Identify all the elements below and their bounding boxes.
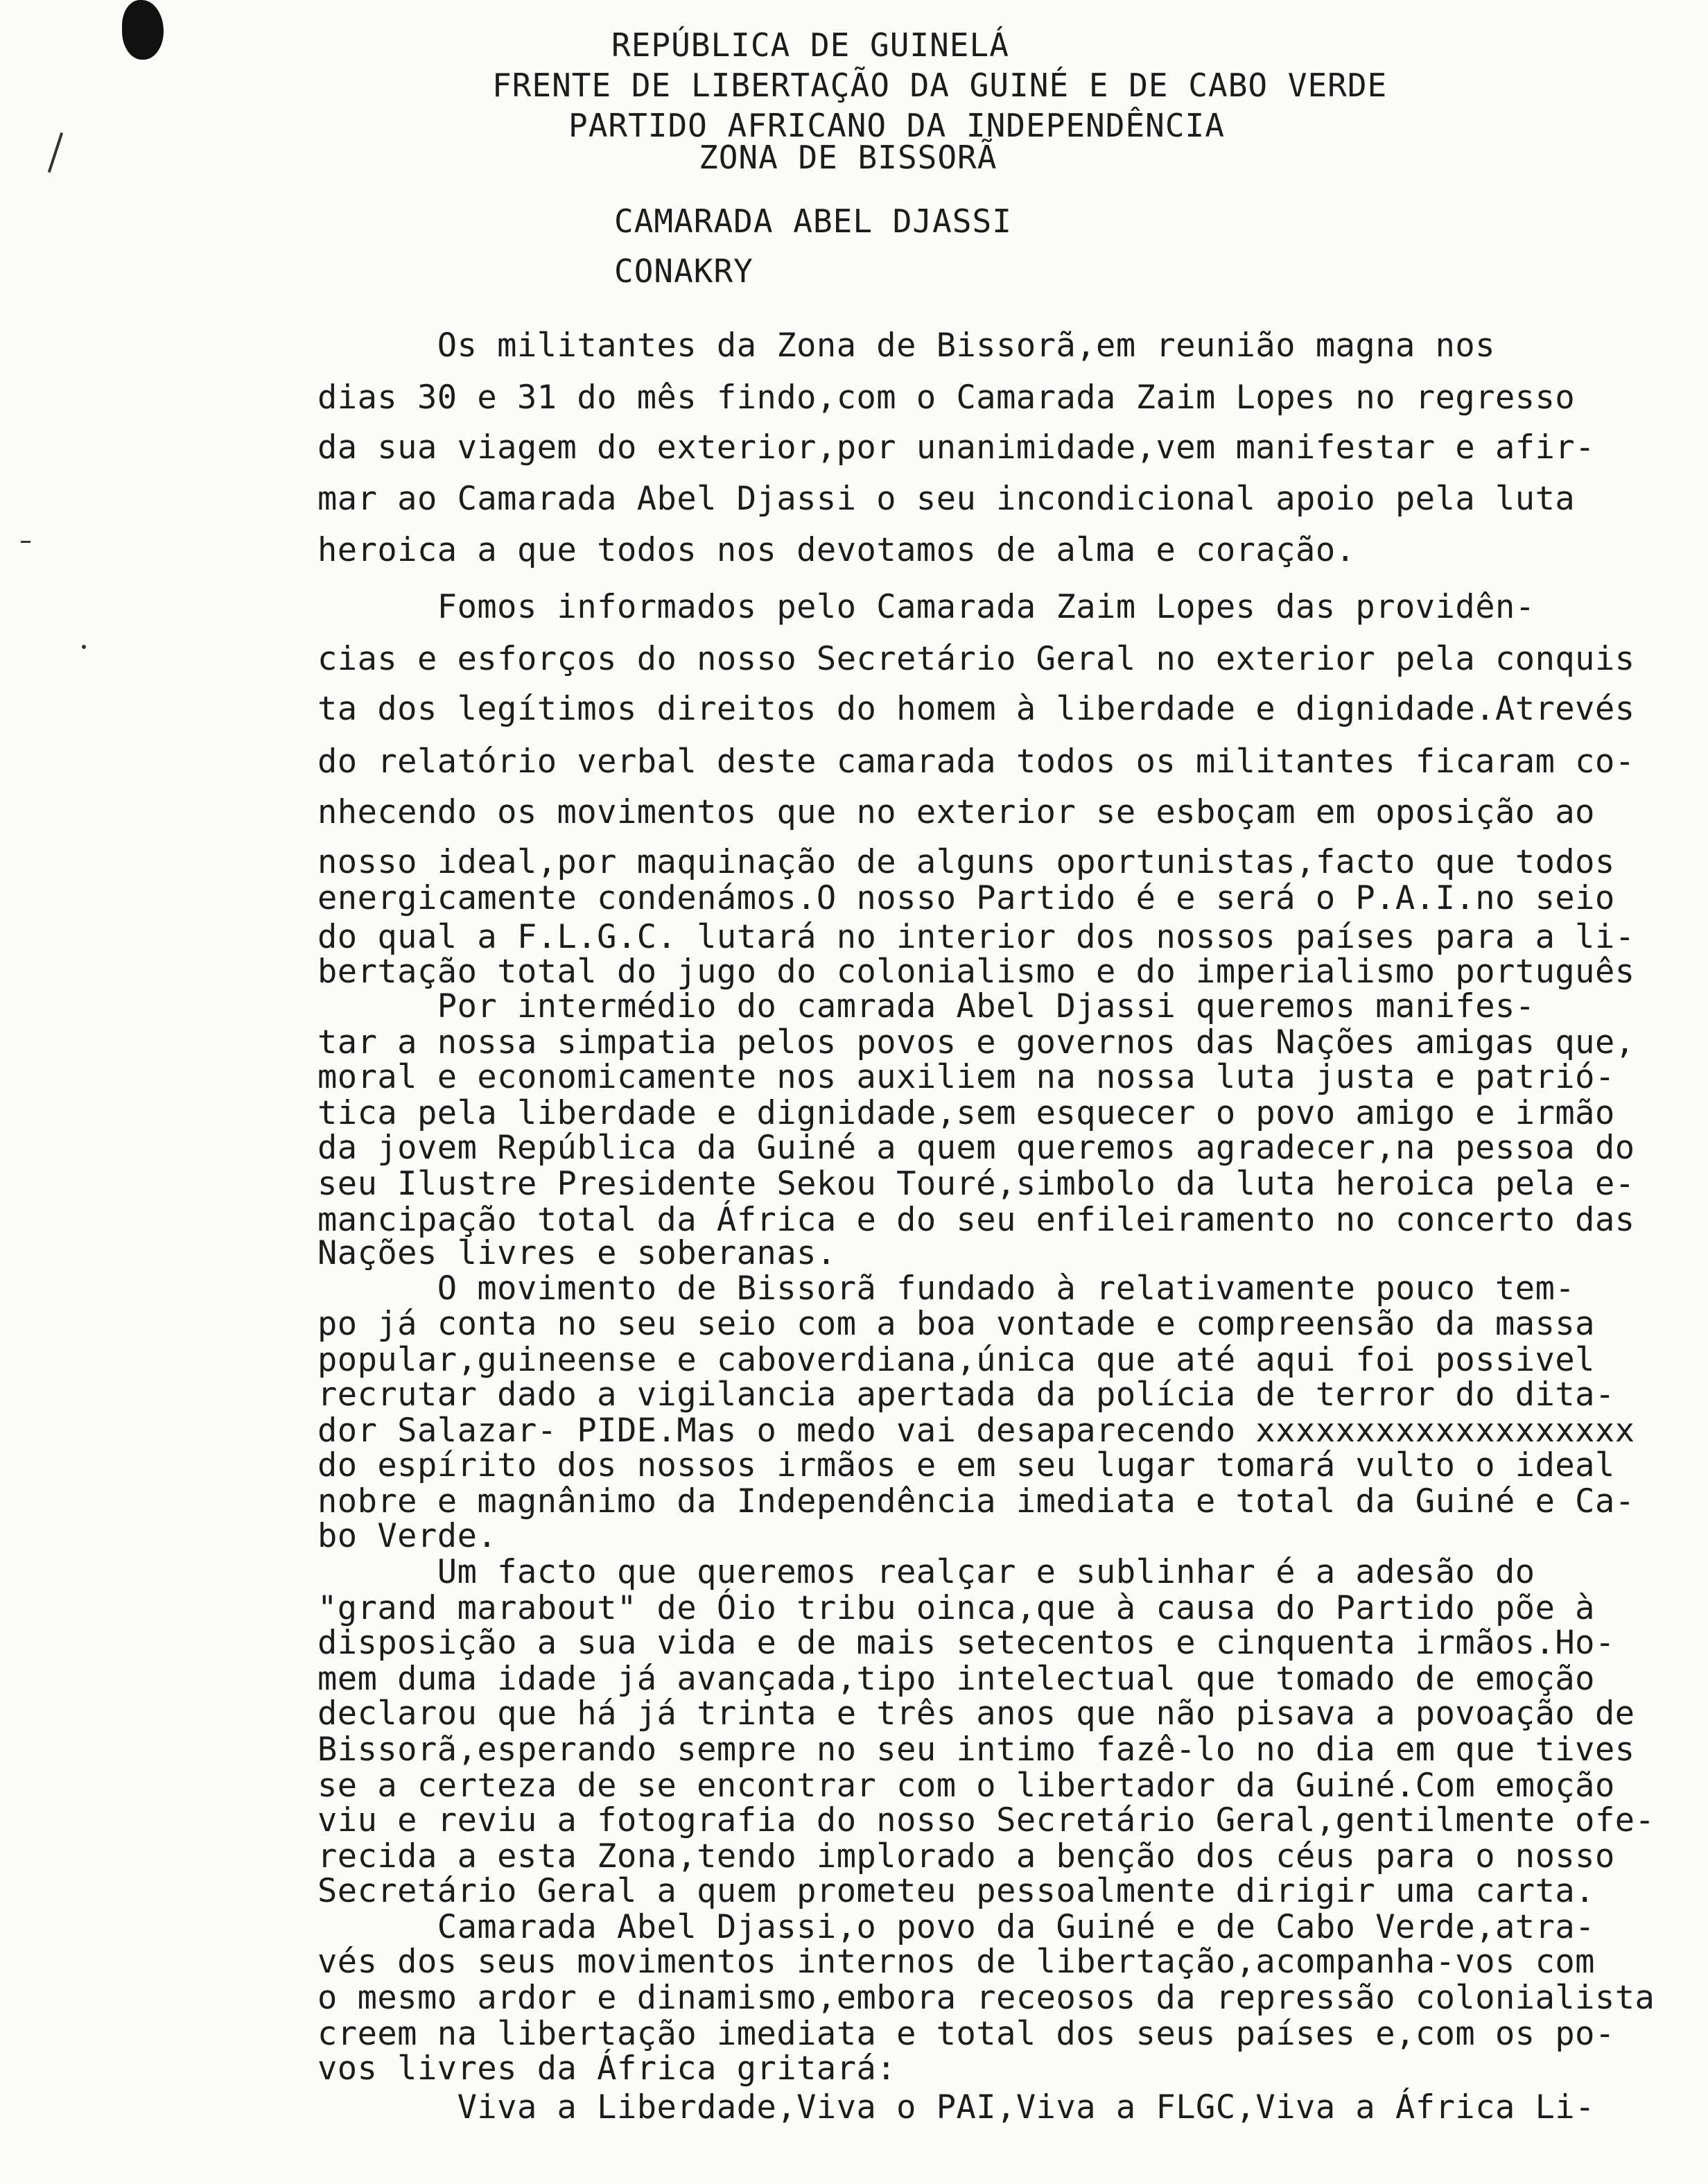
letter-line: Camarada Abel Djassi,o povo da Guiné e de Cabo Verde,atra-	[317, 1908, 1595, 1946]
letterhead-line-4: ZONA DE BISSORÃ	[699, 139, 997, 176]
letter-line: creem na libertação imediata e total dos seus países e,com os po-	[317, 2015, 1615, 2053]
letter-line: disposição a sua vida e de mais setecentos e cinquenta irmãos.Ho-	[317, 1624, 1615, 1662]
addressee-name: CAMARADA ABEL DJASSI	[614, 202, 1012, 240]
letter-line: mar ao Camarada Abel Djassi o seu incondicional apoio pela luta	[317, 480, 1576, 518]
letter-line: vés dos seus movimentos internos de libertação,acompanha-vos com	[317, 1943, 1595, 1981]
letter-line: tar a nossa simpatia pelos povos e governos das Nações amigas que,	[317, 1023, 1635, 1061]
letter-line: energicamente condenámos.O nosso Partido é e será o P.A.I.no seio	[317, 879, 1615, 917]
letter-line: Secretário Geral a quem prometeu pessoalmente dirigir uma carta.	[317, 1872, 1595, 1910]
letter-line: heroica a que todos nos devotamos de alma e coração.	[317, 531, 1356, 569]
margin-dot-mark	[21, 541, 31, 543]
letter-line: Nações livres e soberanas.	[317, 1234, 837, 1272]
addressee-city: CONAKRY	[614, 252, 753, 290]
letter-line: do espírito dos nossos irmãos e em seu lugar tomará vulto o ideal	[317, 1446, 1615, 1484]
letter-line: recrutar dado a vigilancia apertada da polícia de terror do dita-	[317, 1376, 1615, 1414]
letter-line: "grand marabout" de Óio tribu oinca,que à causa do Partido põe à	[317, 1589, 1595, 1627]
letter-line: tica pela liberdade e dignidade,sem esquecer o povo amigo e irmão	[317, 1094, 1615, 1132]
letter-line: Bissorã,esperando sempre no seu intimo fazê-lo no dia em que tives	[317, 1731, 1635, 1769]
letter-line: O movimento de Bissorã fundado à relativamente pouco tem-	[317, 1269, 1576, 1308]
letter-line: da jovem República da Guiné a quem queremos agradecer,na pessoa do	[317, 1129, 1635, 1167]
letter-line: se a certeza de se encontrar com o libertador da Guiné.Com emoção	[317, 1767, 1615, 1805]
letter-line: dias 30 e 31 do mês findo,com o Camarada Zaim Lopes no regresso	[317, 379, 1576, 417]
letter-line: do qual a F.L.G.C. lutará no interior dos nossos países para a li-	[317, 918, 1635, 956]
letter-line: viu e reviu a fotografia do nosso Secretário Geral,gentilmente ofe-	[317, 1801, 1655, 1839]
letter-line: Viva a Liberdade,Viva o PAI,Viva a FLGC,Viva a África Li-	[317, 2088, 1595, 2126]
letter-line: Os militantes da Zona de Bissorã,em reunião magna nos	[317, 327, 1495, 365]
letter-line: vos livres da África gritará:	[317, 2049, 897, 2088]
ink-blot-mark	[122, 0, 164, 60]
letter-line: popular,guineense e caboverdiana,única que até aqui foi possivel	[317, 1341, 1595, 1379]
letter-line: bertação total do jugo do colonialismo e do imperialismo português	[317, 953, 1635, 991]
letter-line: nobre e magnânimo da Independência imediata e total da Guiné e Ca-	[317, 1482, 1635, 1520]
margin-pen-mark	[48, 132, 63, 173]
letter-line: seu Ilustre Presidente Sekou Touré,simbolo da luta heroica pela e-	[317, 1165, 1635, 1203]
letter-line: mem duma idade já avançada,tipo intelectual que tomado de emoção	[317, 1660, 1595, 1698]
margin-dot-mark	[82, 645, 86, 649]
letter-line: declarou que há já trinta e três anos que não pisava a povoação de	[317, 1695, 1635, 1733]
letter-line: recida a esta Zona,tendo implorado a benção dos céus para o nosso	[317, 1837, 1615, 1875]
letter-line: cias e esforços do nosso Secretário Geral no exterior pela conquis	[317, 640, 1635, 678]
letter-line: dor Salazar- PIDE.Mas o medo vai desaparecendo xxxxxxxxxxxxxxxxxxx	[317, 1412, 1635, 1450]
letter-line: mancipação total da África e do seu enfileiramento no concerto das	[317, 1201, 1635, 1239]
letter-line: po já conta no seu seio com a boa vontade e compreensão da massa	[317, 1305, 1595, 1343]
letter-line: Por intermédio do camrada Abel Djassi queremos manifes-	[317, 987, 1535, 1025]
letter-line: da sua viagem do exterior,por unanimidade,vem manifestar e afir-	[317, 428, 1595, 467]
letter-line: ta dos legítimos direitos do homem à liberdade e dignidade.Atrevés	[317, 690, 1635, 728]
letter-line: do relatório verbal deste camarada todos os militantes ficaram co-	[317, 743, 1635, 781]
letterhead-line-1: REPÚBLICA DE GUINELÁ	[611, 26, 1009, 64]
letter-line: moral e economicamente nos auxiliem na nossa luta justa e patrió-	[317, 1058, 1615, 1096]
letter-line: bo Verde.	[317, 1517, 498, 1555]
letter-line: Fomos informados pelo Camarada Zaim Lopes das providên-	[317, 588, 1535, 626]
letter-line: Um facto que queremos realçar e sublinhar é a adesão do	[317, 1553, 1535, 1591]
letterhead-line-2: FRENTE DE LIBERTAÇÃO DA GUINÉ E DE CABO VERDE	[492, 67, 1388, 104]
letter-line: o mesmo ardor e dinamismo,embora receosos da repressão colonialista	[317, 1979, 1655, 2017]
letterhead-line-3: PARTIDO AFRICANO DA INDEPENDÊNCIA	[568, 107, 1225, 144]
letter-line: nosso ideal,por maquinação de alguns oportunistas,facto que todos	[317, 843, 1615, 881]
letter-line: nhecendo os movimentos que no exterior se esboçam em oposição ao	[317, 793, 1595, 831]
